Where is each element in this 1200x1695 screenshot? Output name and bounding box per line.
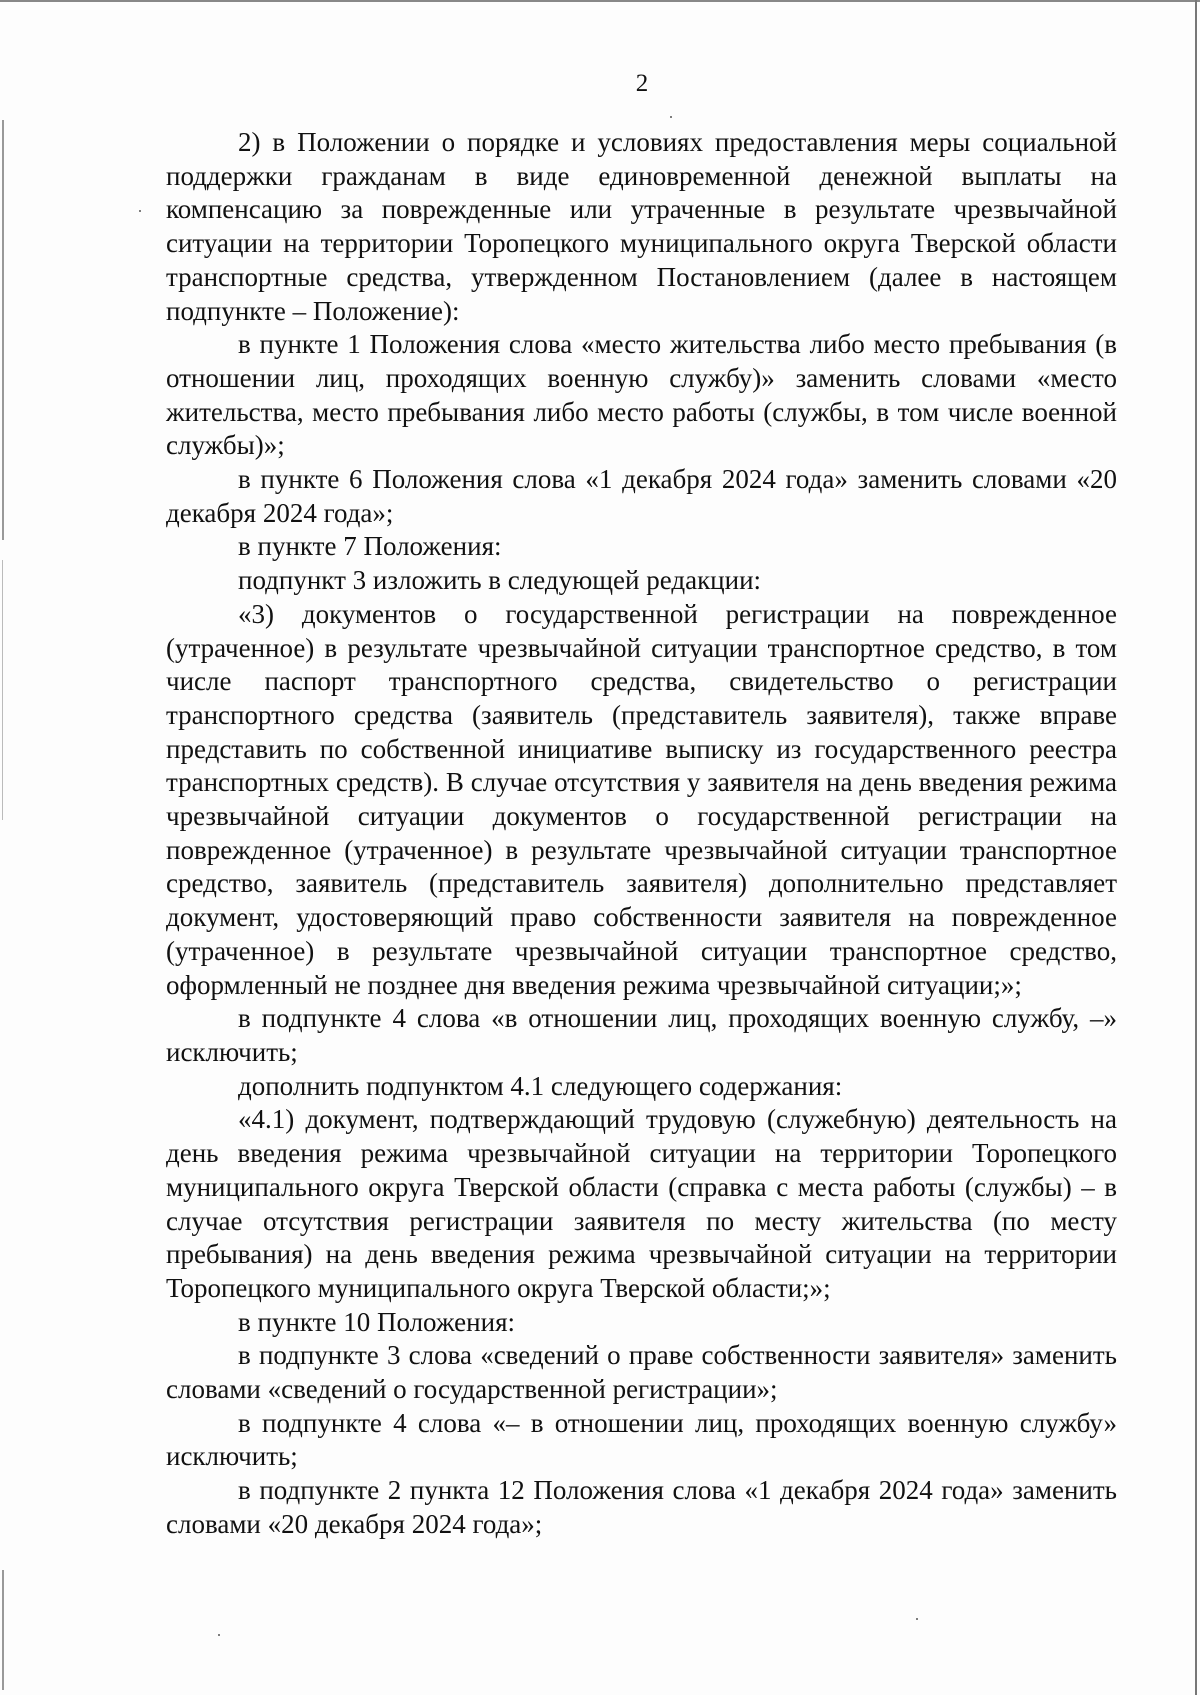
paragraph: подпункт 3 изложить в следующей редакции: bbox=[238, 565, 762, 596]
paragraph: «4.1) документ, подтверждающий трудовую (служебную) деятельность на день введения режима чрезвычайной ситуации на территории Торопецкого муниципального округа Тверской области (справка с места работы (службы) – в случае отсутствия регистрации заявителя по месту жительства (по месту пребывания) на день введения режима чрезвычайной ситуации на территории Торопецкого муниципального округа Тверской области;»; bbox=[166, 1104, 1117, 1303]
paragraph: 2) в Положении о порядке и условиях предоставления меры социальной поддержки гражданам в виде единовременной денежной выплаты на компенсацию за поврежденные или утраченные в результате чрезвычайной ситуации на территории Торопецкого муниципального округа Тверской области транспортные средства, утвержденном Постановлением (далее в настоящем подпункте – Положение): bbox=[166, 127, 1117, 326]
scan-edge-left-bottom bbox=[2, 1570, 4, 1690]
paragraph: в пункте 7 Положения: bbox=[238, 531, 502, 562]
scan-speck bbox=[218, 1634, 220, 1636]
scan-edge-top bbox=[0, 0, 1200, 2]
page-number: 2 bbox=[635, 70, 649, 97]
paragraph: в подпункте 4 слова «в отношении лиц, проходящих военную службу, –» исключить; bbox=[166, 1003, 1117, 1067]
scan-edge-left-mid bbox=[2, 560, 3, 820]
scan-edge-left-top bbox=[2, 120, 4, 540]
scan-edge-right bbox=[1195, 0, 1197, 1695]
paragraph: в подпункте 4 слова «– в отношении лиц, проходящих военную службу» исключить; bbox=[166, 1407, 1117, 1472]
paragraph: в подпункте 3 слова «сведений о праве собственности заявителя» заменить словами «сведений о государственной регистрации»; bbox=[166, 1340, 1117, 1405]
paragraph: в пункте 6 Положения слова «1 декабря 2024 года» заменить словами «20 декабря 2024 года»; bbox=[166, 464, 1117, 528]
scan-speck bbox=[916, 1618, 918, 1620]
scan-speck bbox=[670, 116, 672, 118]
paragraph: в пункте 1 Положения слова «место жительства либо место пребывания (в отношении лиц, проходящих военную службу)» заменить словами «место жительства, место пребывания либо место работы (службы, в том числе военной службы)»; bbox=[166, 329, 1117, 461]
document-body bbox=[166, 126, 1117, 1542]
paragraph: дополнить подпунктом 4.1 следующего содержания: bbox=[238, 1070, 843, 1101]
paragraph: «3) документов о государственной регистрации на поврежденное (утраченное) в результате чрезвычайной ситуации транспортное средство, в том числе паспорт транспортного средства, свидетельство о регистрации транспортного средства (заявитель (представитель заявителя), также вправе представить по собственной инициативе выписку из государственного реестра транспортных средств). В случае отсутствия у заявителя на день введения режима чрезвычайной ситуации документов о государственной регистрации на поврежденное (утраченное) в результате чрезвычайной ситуации транспортное средство, заявитель (представитель заявителя) дополнительно представляет документ, удостоверяющий право собственности заявителя на поврежденное (утраченное) в результате чрезвычайной ситуации транспортное средство, оформленный не позднее дня введения режима чрезвычайной ситуации;»; bbox=[166, 598, 1117, 1000]
paragraph: в пункте 10 Положения: bbox=[238, 1306, 515, 1337]
paragraph: в подпункте 2 пункта 12 Положения слова «1 декабря 2024 года» заменить словами «20 декабря 2024 года»; bbox=[166, 1475, 1117, 1539]
scan-speck bbox=[139, 210, 141, 212]
